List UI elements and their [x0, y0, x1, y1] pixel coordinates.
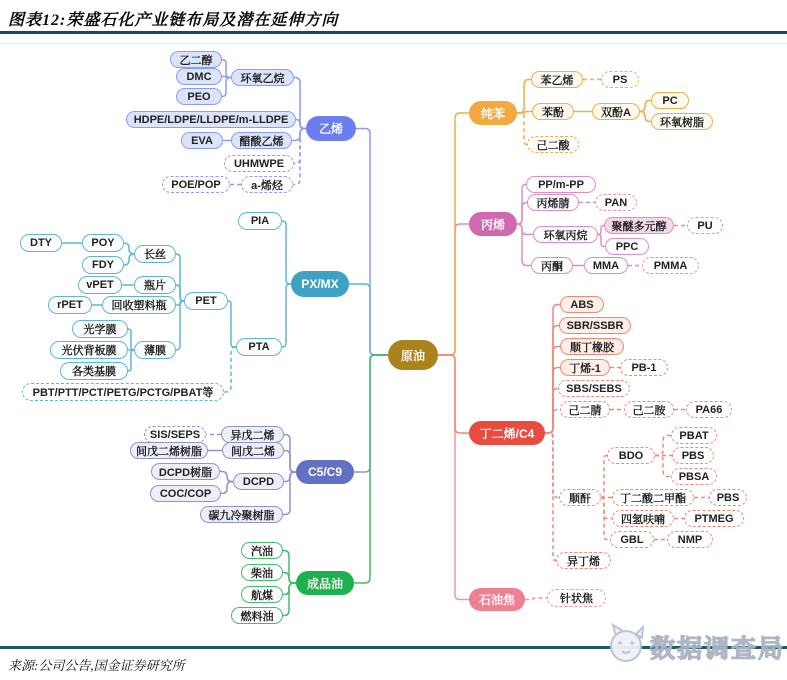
node-poe: POE/POP	[162, 176, 230, 193]
node-pingpian: 瓶片	[134, 276, 176, 294]
node-pta: PTA	[236, 338, 282, 356]
node-needle: 针状焦	[547, 589, 606, 607]
node-jwsz: 间戊二烯树脂	[130, 442, 208, 459]
node-ptmeg: PTMEG	[684, 510, 744, 527]
node-epoxy: 环氧树脂	[651, 113, 713, 130]
node-yidingxi: 异丁烯	[556, 552, 611, 569]
node-benfen: 苯酚	[532, 103, 574, 120]
node-peo: PEO	[176, 88, 222, 105]
edge-bisA-epoxy	[640, 112, 651, 122]
watermark	[606, 622, 785, 671]
edge-dcpd-dcpdsz	[220, 472, 233, 482]
node-eva: EVA	[181, 132, 223, 149]
edge-crude-bzHub	[438, 113, 469, 355]
node-cocop: COC/COP	[150, 485, 221, 502]
node-pbsa: PBSA	[671, 468, 717, 485]
node-dcpd: DCPD	[233, 473, 284, 490]
node-mma: MMA	[584, 257, 628, 274]
node-dcpdsz: DCPD树脂	[151, 463, 220, 480]
edge-eo-eg	[222, 60, 231, 78]
watermark-text: 数据调查局	[649, 634, 785, 663]
source-note: 来源:公司公告,国金证券研究所	[8, 658, 185, 673]
node-sbs: SBS/SEBS	[558, 380, 630, 397]
edge-c4Hub-yidingxi	[545, 433, 556, 561]
watermark-cat-icon	[606, 622, 648, 671]
node-pbs: PBS	[672, 447, 714, 464]
node-ps: PS	[601, 71, 639, 88]
node-c5Hub: C5/C9	[296, 460, 354, 484]
edge-crude-c4Hub	[438, 355, 469, 433]
edge-changsi-poy	[124, 243, 134, 254]
node-pan: PAN	[595, 194, 637, 211]
edge-c4Hub-shungan	[545, 433, 559, 498]
node-hangmei: 航煤	[241, 586, 283, 603]
edge-bomo-gxm	[128, 329, 134, 350]
node-fdy: FDY	[82, 256, 124, 274]
edge-crude-ethHub	[356, 129, 388, 356]
node-gxm: 光学膜	[72, 320, 128, 338]
node-chaiyou: 柴油	[241, 564, 283, 581]
node-uhmwpe: UHMWPE	[224, 155, 294, 172]
node-pbt: PBT/PTT/PCT/PETG/PCTG/PBAT等	[22, 383, 224, 401]
node-crude: 原油	[388, 340, 438, 370]
edge-c4Hub-sbr	[545, 326, 559, 434]
edge-c5Hub-tanjiu	[283, 472, 296, 515]
edge-pet-bomo	[176, 301, 184, 350]
edge-epro-ppc	[598, 235, 605, 247]
edge-pta-pbt	[224, 347, 236, 392]
edge-bzHub-benyixi	[517, 80, 531, 114]
node-va: 醋酸乙烯	[231, 132, 292, 149]
node-epro: 环氧丙烷	[533, 226, 598, 243]
edge-pta-pet	[228, 301, 236, 347]
node-c4Hub: 丁二烯/C4	[469, 421, 545, 445]
node-bisA: 双酚A	[592, 103, 640, 120]
edge-crude-c5Hub	[354, 355, 388, 472]
edge-crude-ckHub	[438, 355, 469, 600]
node-hdpe: HDPE/LDPE/LLDPE/m-LLDPE	[126, 111, 296, 128]
edge-bdo-pbsa	[655, 456, 671, 477]
node-abs: ABS	[560, 296, 604, 313]
node-nmp: NMP	[667, 531, 713, 548]
node-rfHub: 成品油	[296, 571, 354, 595]
node-ppmpp: PP/m-PP	[526, 176, 596, 193]
node-gfbbm: 光伏背板膜	[50, 341, 128, 359]
edge-shungan-bdo	[601, 456, 607, 498]
node-sis: SIS/SEPS	[144, 426, 206, 443]
edge-crude-rfHub	[354, 355, 388, 583]
edge-pxmxHub-pia	[282, 221, 291, 284]
node-pbs2: PBS	[709, 489, 747, 506]
node-shungan: 顺酐	[559, 489, 601, 506]
node-bzHub: 纯苯	[469, 101, 517, 125]
node-dty: DTY	[20, 234, 62, 252]
edge-crude-pxmxHub	[349, 284, 388, 355]
edge-ppHub-bingtong	[517, 224, 531, 266]
edge-dcpd-cocop	[221, 482, 233, 494]
node-jiersuan: 己二酸	[527, 136, 579, 153]
edge-ckHub-needle	[525, 598, 547, 600]
edge-bisA-pc	[640, 101, 651, 112]
edge-pet-pingpian	[176, 285, 184, 301]
node-ranliaoyou: 燃料油	[231, 607, 283, 624]
node-gljm: 各类基膜	[60, 362, 128, 380]
node-eg: 乙二醇	[170, 51, 222, 68]
node-sbr: SBR/SSBR	[559, 317, 631, 334]
node-thf: 四氢呋喃	[612, 510, 674, 527]
edge-ppHub-bxj	[517, 203, 527, 225]
edge-pxmxHub-pta	[282, 284, 291, 347]
edge-changsi-fdy	[124, 254, 134, 265]
edge-crude-ppHub	[438, 224, 469, 355]
node-pa66: PA66	[686, 401, 732, 418]
page-title: 图表12:荣盛石化产业链布局及潜在延伸方向	[8, 12, 339, 29]
node-pu: PU	[687, 217, 723, 234]
node-ppHub: 丙烯	[469, 212, 517, 236]
edge-shungan-thf	[601, 498, 612, 519]
edge-bdo-pbat	[655, 436, 671, 456]
edge-ppHub-epro	[517, 224, 533, 235]
node-dmc: DMC	[176, 68, 222, 85]
node-pbat: PBAT	[671, 427, 717, 444]
node-eo: 环氧乙烷	[231, 69, 294, 86]
edge-bzHub-jiersuan	[517, 113, 527, 145]
edge-bomo-gljm	[128, 350, 134, 371]
edge-epro-polyether	[598, 226, 604, 235]
edge-eo-peo	[222, 78, 231, 97]
node-huishou: 回收塑料瓶	[102, 296, 176, 314]
node-pmma: PMMA	[642, 257, 699, 274]
edge-ethHub-hdpe	[296, 120, 306, 129]
node-jianwu: 间戊二烯	[222, 442, 284, 459]
node-poy: POY	[82, 234, 124, 252]
node-bomo: 薄膜	[134, 341, 176, 359]
node-rpet: rPET	[48, 296, 92, 314]
node-pia: PIA	[238, 212, 282, 230]
node-bdo: BDO	[607, 447, 655, 464]
node-yiwu: 异戊二烯	[221, 426, 284, 443]
node-bxj: 丙烯腈	[527, 194, 579, 211]
node-pb1: PB-1	[620, 359, 668, 376]
node-jieran: 己二胺	[624, 401, 674, 418]
node-vpet: vPET	[78, 276, 122, 294]
node-changsi: 长丝	[134, 245, 176, 263]
node-ethHub: 乙烯	[306, 116, 356, 141]
node-dingxi1: 丁烯-1	[560, 359, 610, 376]
node-bingtong: 丙酮	[531, 257, 573, 274]
node-shunding: 顺丁橡胶	[560, 338, 624, 355]
node-ckHub: 石油焦	[469, 588, 525, 611]
node-polyether: 聚醚多元醇	[604, 217, 674, 234]
node-tanjiu: 碳九冷聚树脂	[200, 506, 283, 523]
node-gbl: GBL	[610, 531, 654, 548]
node-pc: PC	[651, 92, 689, 109]
node-aolefin: a-烯烃	[241, 176, 293, 193]
edge-ethHub-va	[292, 129, 306, 141]
edge-c4Hub-sbs	[545, 389, 558, 434]
node-ppc: PPC	[605, 238, 649, 255]
node-jierjing: 己二腈	[560, 401, 610, 418]
node-pet: PET	[184, 292, 228, 310]
node-benyixi: 苯乙烯	[531, 71, 583, 88]
edge-rfHub-ranliaoyou	[283, 583, 296, 616]
edge-c5Hub-jianwu	[284, 451, 296, 473]
node-pxmxHub: PX/MX	[291, 271, 349, 297]
node-dmsucc: 丁二酸二甲酯	[612, 489, 694, 506]
node-qiyou: 汽油	[241, 542, 283, 559]
